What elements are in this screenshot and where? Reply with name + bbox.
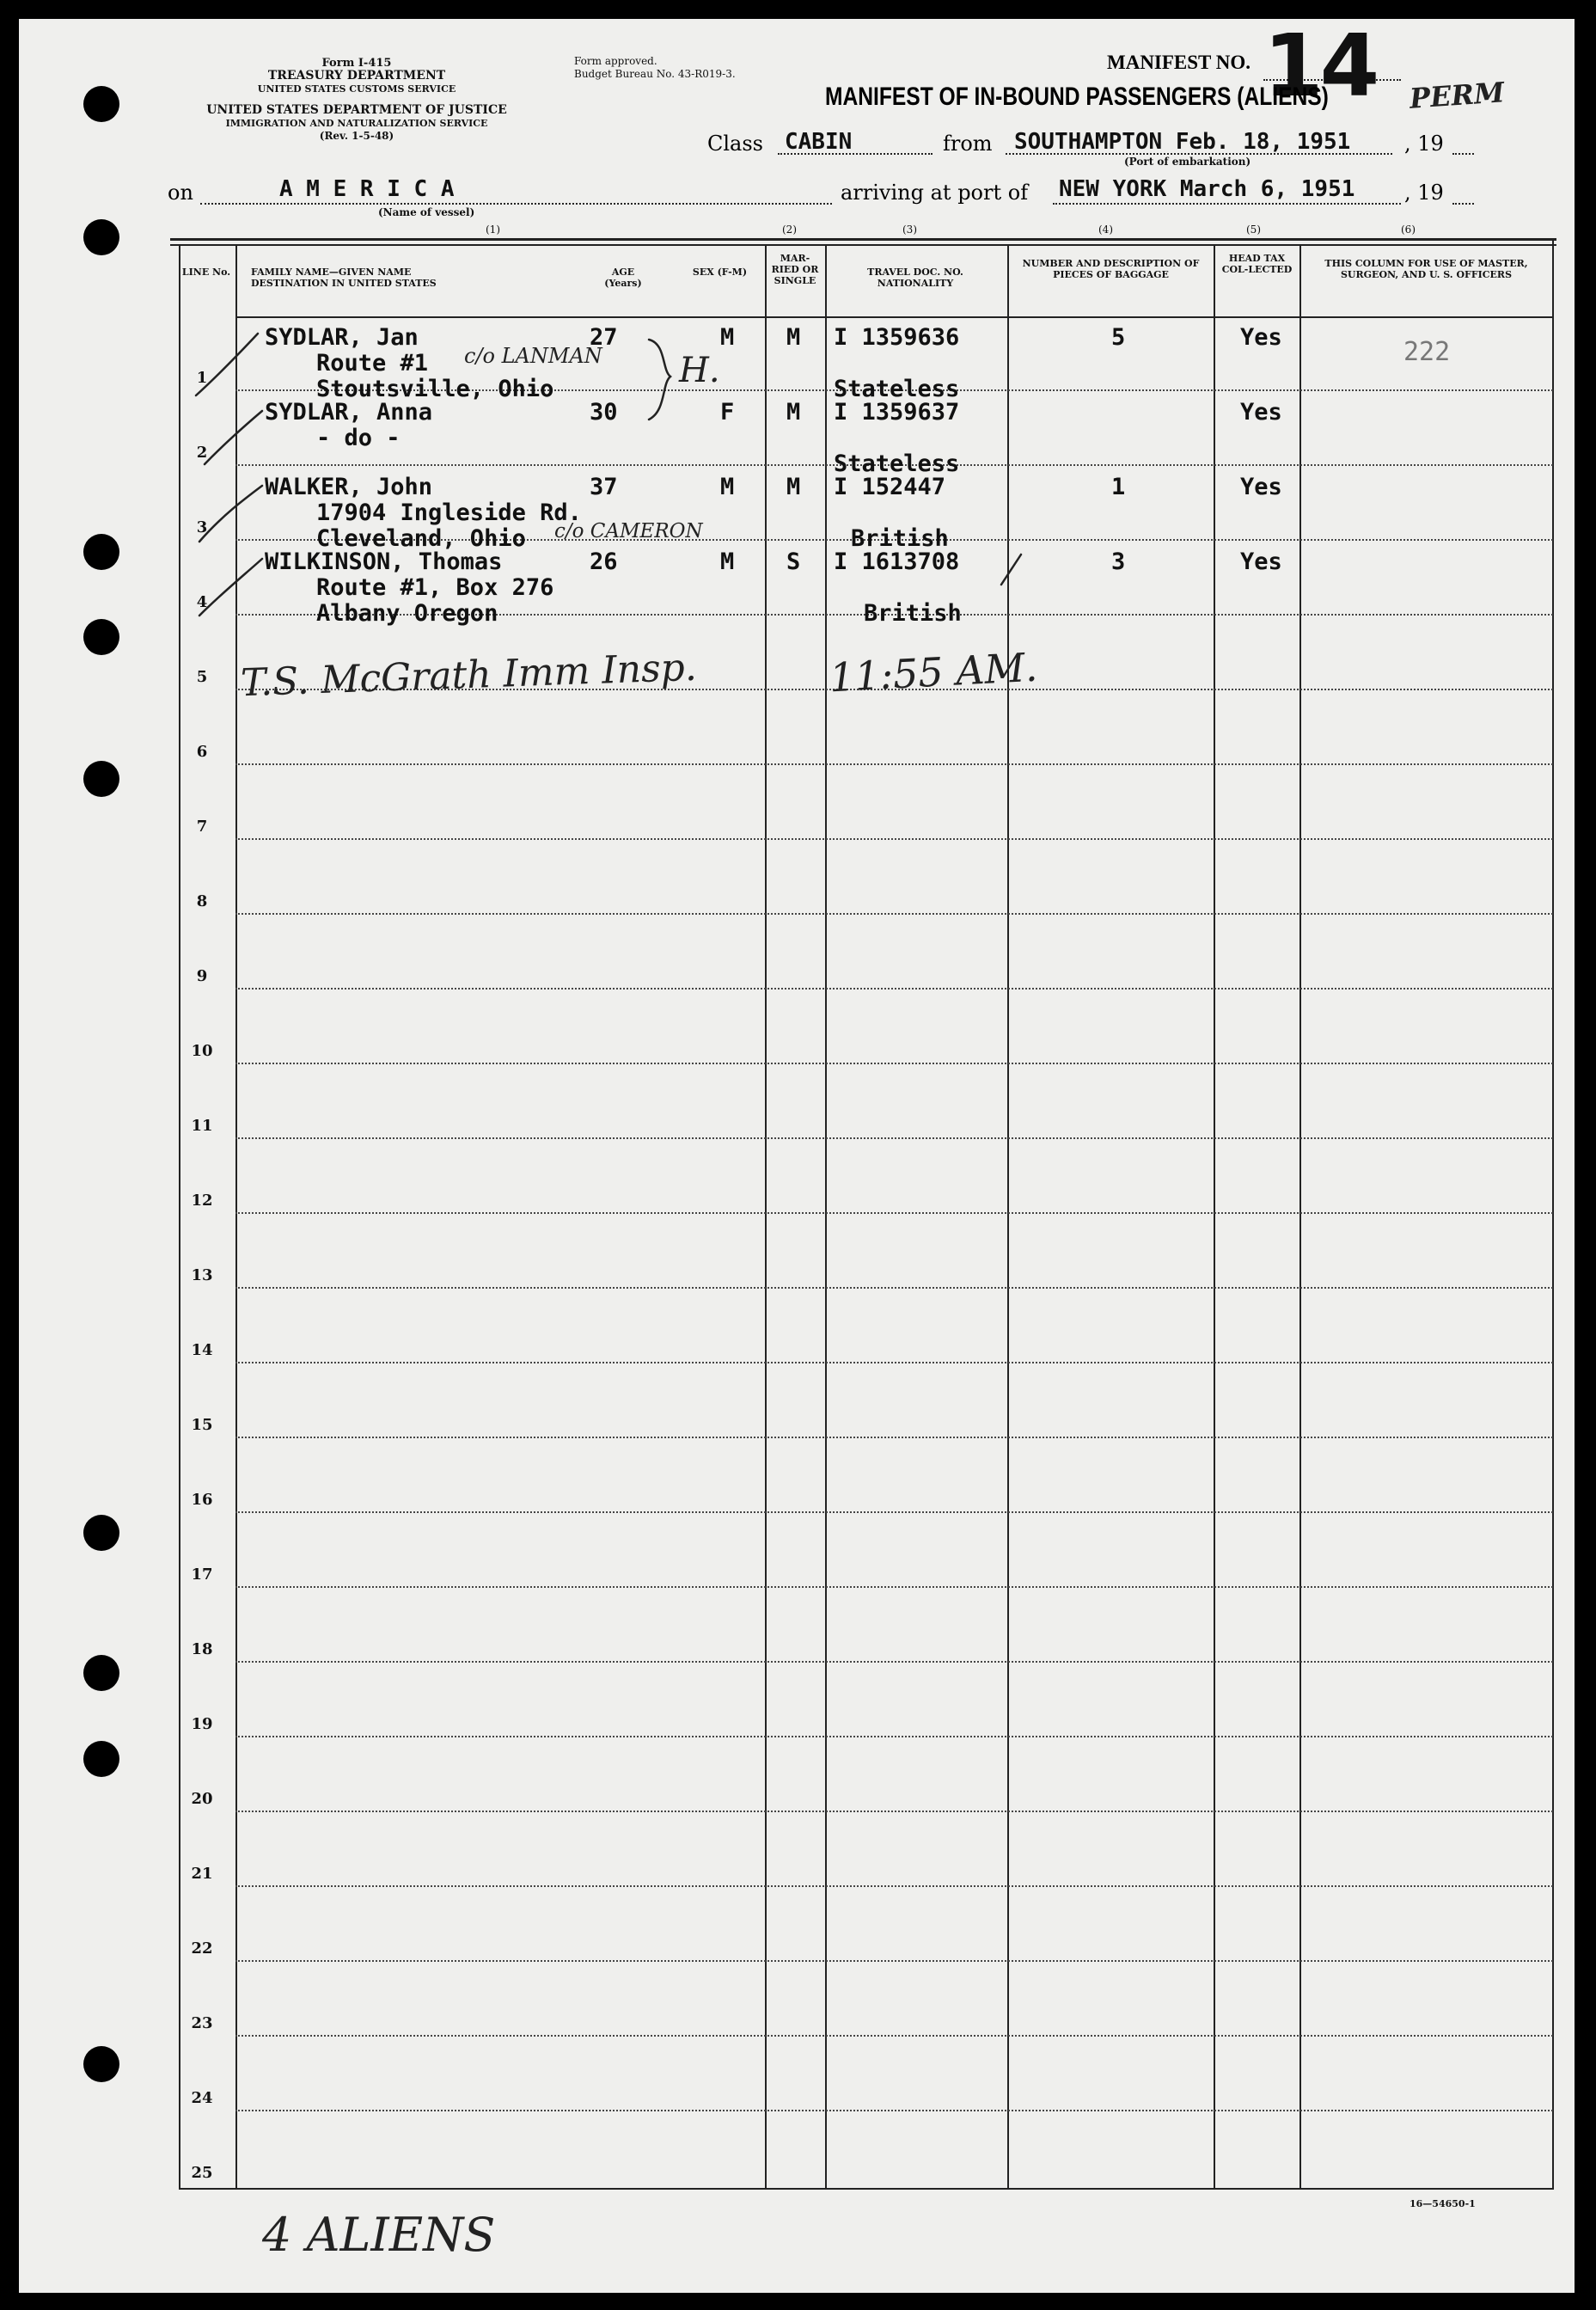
checkmark-row-4 xyxy=(199,559,262,616)
port-embark-note: (Port of embarkation) xyxy=(1124,156,1251,168)
ins-service: IMMIGRATION AND NATURALIZATION SERVICE xyxy=(225,118,488,129)
family-bracket xyxy=(649,340,670,420)
approved-line2: Budget Bureau No. 43-R019-3. xyxy=(574,68,736,80)
row-number: 11 xyxy=(191,1117,213,1135)
passenger-1-nationality: Stateless xyxy=(834,376,960,402)
passenger-3-married: M xyxy=(786,474,801,500)
row-number: 21 xyxy=(191,1865,213,1883)
passenger-4-baggage: 3 xyxy=(1111,548,1126,575)
arriving-label: arriving at port of xyxy=(841,181,1029,205)
column-number-3: (3) xyxy=(902,224,917,236)
passenger-4-tax: Yes xyxy=(1240,548,1282,575)
header-married: MAR-RIED OR SINGLE xyxy=(771,253,819,286)
form-revision: (Rev. 1-5-48) xyxy=(319,130,394,142)
header-name: FAMILY NAME—GIVEN NAME DESTINATION IN UNITED STATES xyxy=(251,267,437,289)
approved-line1: Form approved. xyxy=(574,55,657,67)
baggage-slash xyxy=(1001,555,1021,585)
row-number: 23 xyxy=(191,2014,213,2032)
column-number-6: (6) xyxy=(1401,224,1416,236)
passenger-3-nationality: British xyxy=(851,525,949,552)
passenger-3-care-of: c/o CAMERON xyxy=(554,520,703,542)
passenger-3-name: WALKER, John xyxy=(265,474,433,500)
passenger-1-doc: I 1359636 xyxy=(834,324,960,351)
passenger-3-doc: I 152447 xyxy=(834,474,946,500)
passenger-4-name: WILKINSON, Thomas xyxy=(265,548,503,575)
manifest-number: 14 xyxy=(1263,15,1377,116)
treasury-dept: TREASURY DEPARTMENT xyxy=(267,69,446,83)
row-number: 20 xyxy=(191,1790,213,1808)
header-travel: TRAVEL DOC. NO. NATIONALITY xyxy=(867,267,963,289)
arriving-value: NEW YORK March 6, 1951 xyxy=(1059,176,1355,202)
row-number: 17 xyxy=(191,1566,213,1584)
passenger-2-tax: Yes xyxy=(1240,399,1282,426)
row-number: 14 xyxy=(191,1341,213,1359)
passenger-1-baggage: 5 xyxy=(1111,324,1126,351)
total-aliens-note: 4 ALIENS xyxy=(262,2208,496,2262)
family-bracket-note: H. xyxy=(679,351,720,390)
passenger-2-married: M xyxy=(786,399,801,426)
passenger-3-tax: Yes xyxy=(1240,474,1282,500)
on-label: on xyxy=(168,181,193,205)
passenger-1-tax: Yes xyxy=(1240,324,1282,351)
row-number: 25 xyxy=(191,2164,213,2182)
row-number: 22 xyxy=(191,1939,213,1958)
passenger-3-sex: M xyxy=(720,474,735,500)
column-number-4: (4) xyxy=(1098,224,1113,236)
row-number: 5 xyxy=(196,668,208,686)
row-number: 1 xyxy=(196,369,208,387)
passenger-4-addr1: Route #1, Box 276 xyxy=(316,574,554,601)
row-number: 18 xyxy=(191,1640,213,1658)
year-suffix-2: , 19 xyxy=(1404,181,1444,205)
justice-dept: UNITED STATES DEPARTMENT OF JUSTICE xyxy=(206,103,507,117)
passenger-4-doc: I 1613708 xyxy=(834,548,960,575)
row-number: 4 xyxy=(196,593,208,611)
class-label: Class xyxy=(707,132,763,156)
passenger-1-officer-stamp: 222 xyxy=(1403,337,1451,367)
header-baggage: NUMBER AND DESCRIPTION OF PIECES OF BAGGAGE xyxy=(1022,258,1200,280)
passenger-2-addr1: - do - xyxy=(316,425,401,451)
row-number: 13 xyxy=(191,1266,213,1284)
passenger-4-sex: M xyxy=(720,548,735,575)
customs-service: UNITED STATES CUSTOMS SERVICE xyxy=(257,83,456,95)
passenger-3-addr2: Cleveland, Ohio xyxy=(316,525,526,552)
row-number: 19 xyxy=(191,1715,213,1733)
passenger-2-name: SYDLAR, Anna xyxy=(265,399,433,426)
passenger-4-age: 26 xyxy=(590,548,618,575)
passenger-2-nationality: Stateless xyxy=(834,450,960,477)
row-number: 3 xyxy=(196,518,208,536)
column-number-2: (2) xyxy=(782,224,797,236)
passenger-2-doc: I 1359637 xyxy=(834,399,960,426)
passenger-3-age: 37 xyxy=(590,474,618,500)
passenger-3-addr1: 17904 Ingleside Rd. xyxy=(316,499,582,526)
from-label: from xyxy=(943,132,993,156)
checkmark-row-3 xyxy=(199,486,262,542)
passenger-2-age: 30 xyxy=(590,399,618,426)
perm-note: PERM xyxy=(1408,76,1506,115)
row-number: 12 xyxy=(191,1192,213,1210)
checkmark-row-2 xyxy=(205,411,262,464)
year-suffix-1: , 19 xyxy=(1404,132,1444,156)
header-age: AGE (Years) xyxy=(604,267,642,289)
row-number: 2 xyxy=(196,444,208,462)
vessel-name: A M E R I C A xyxy=(279,176,455,202)
from-value: SOUTHAMPTON Feb. 18, 1951 xyxy=(1014,129,1351,155)
passenger-1-name: SYDLAR, Jan xyxy=(265,324,419,351)
row-number: 15 xyxy=(191,1416,213,1434)
row-number: 16 xyxy=(191,1491,213,1509)
passenger-4-nationality: British xyxy=(864,600,962,627)
column-number-1: (1) xyxy=(486,224,500,236)
passenger-1-care-of: c/o LANMAN xyxy=(464,344,602,368)
column-number-5: (5) xyxy=(1246,224,1261,236)
passenger-3-baggage: 1 xyxy=(1111,474,1126,500)
row-number: 10 xyxy=(191,1042,213,1060)
passenger-1-addr2: Stoutsville, Ohio xyxy=(316,376,554,402)
manifest-title: MANIFEST OF IN-BOUND PASSENGERS (ALIENS) xyxy=(825,83,1329,111)
passenger-2-sex: F xyxy=(720,399,735,426)
row-number: 7 xyxy=(196,818,208,836)
header-line-no: LINE No. xyxy=(181,267,231,278)
passenger-1-sex: M xyxy=(720,324,735,351)
form-number: Form I-415 xyxy=(321,57,392,70)
checkmark-row-1 xyxy=(196,334,258,395)
row-number: 24 xyxy=(191,2089,213,2107)
row-number: 9 xyxy=(196,967,208,985)
class-value: CABIN xyxy=(785,129,853,155)
passenger-1-married: M xyxy=(786,324,801,351)
passenger-1-addr1: Route #1 xyxy=(316,350,429,377)
header-sex: SEX (F-M) xyxy=(692,267,748,278)
form-code: 16—54650-1 xyxy=(1409,2198,1476,2209)
inspection-time: 11:55 AM. xyxy=(828,643,1039,702)
row-number: 8 xyxy=(196,892,208,910)
header-tax: HEAD TAX COL-LECTED xyxy=(1221,253,1293,275)
header-officers: THIS COLUMN FOR USE OF MASTER, SURGEON, AND U. S. OFFICERS xyxy=(1324,258,1528,280)
inspector-signature: T.S. McGrath Imm Insp. xyxy=(240,645,698,706)
passenger-1-age: 27 xyxy=(590,324,618,351)
manifest-label: MANIFEST NO. xyxy=(1107,52,1251,73)
passenger-4-addr2: Albany Oregon xyxy=(316,600,498,627)
vessel-note: (Name of vessel) xyxy=(378,206,475,218)
passenger-4-married: S xyxy=(786,548,801,575)
row-number: 6 xyxy=(196,743,208,761)
